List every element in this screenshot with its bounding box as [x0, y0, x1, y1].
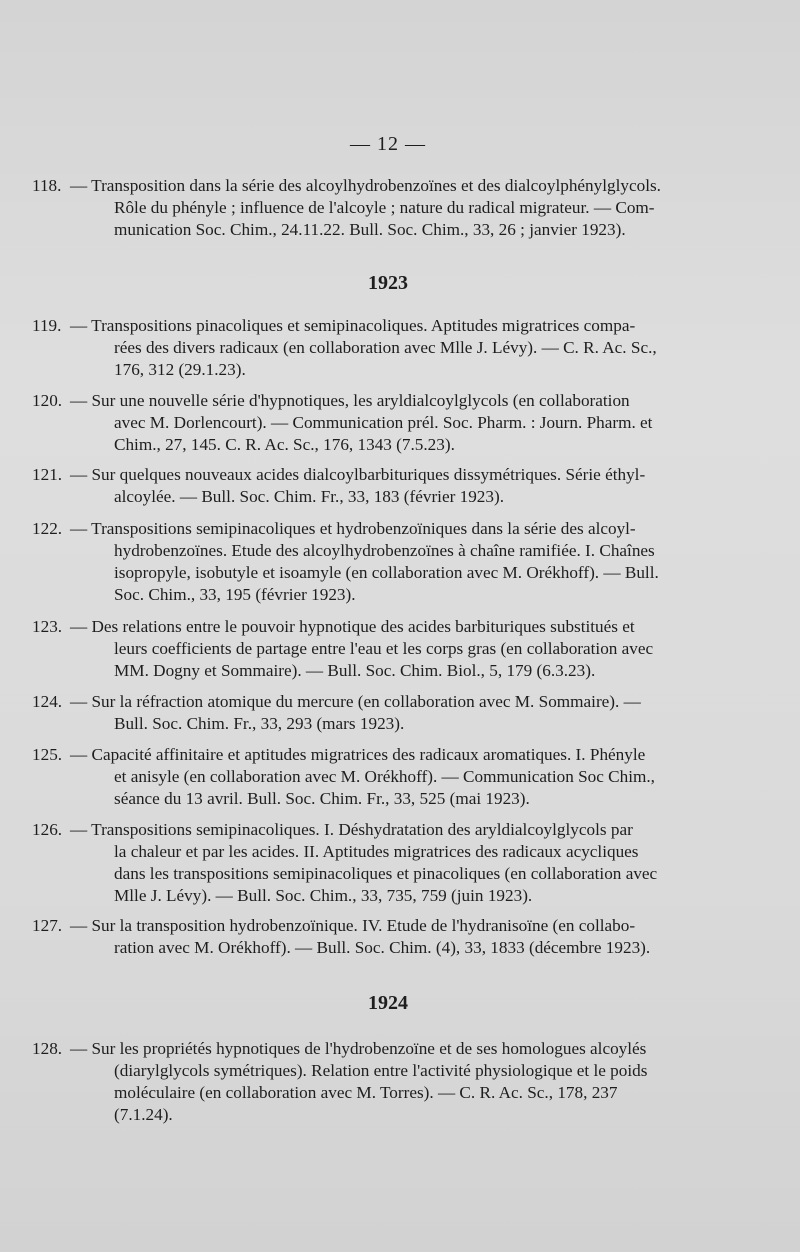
entry-line: la chaleur et par les acides. II. Aptitudes migratrices des radicaux acycliques: [114, 842, 639, 861]
entry-line: (7.1.24).: [114, 1105, 173, 1124]
entry-number: 118.: [32, 176, 62, 195]
entry-number: 120.: [32, 391, 63, 410]
bibliography-entry-119: [32, 315, 722, 381]
entry-number: 122.: [32, 519, 63, 538]
entry-number: 128.: [32, 1039, 63, 1058]
entry-line: (diarylglycols symétriques). Relation entre l'activité physiologique et le poids: [114, 1061, 648, 1080]
entry-line: — Transposition dans la série des alcoylhydrobenzoïnes et des dialcoylphénylglycols.: [70, 176, 661, 195]
entry-line: — Sur la transposition hydrobenzoïnique. IV. Etude de l'hydranisoïne (en collabo-: [70, 916, 636, 935]
entry-number: 121.: [32, 465, 63, 484]
year-heading-1923: 1923: [368, 272, 408, 294]
entry-line: Rôle du phényle ; influence de l'alcoyle ; nature du radical migrateur. — Com-: [114, 198, 655, 217]
entry-line: — Des relations entre le pouvoir hypnotique des acides barbituriques substitués et: [70, 617, 635, 636]
entry-line: — Transpositions pinacoliques et semipinacoliques. Aptitudes migratrices compa-: [70, 316, 636, 335]
year-heading-1924: 1924: [368, 992, 408, 1014]
bibliography-entry-123: [32, 616, 722, 682]
entry-line: — Capacité affinitaire et aptitudes migratrices des radicaux aromatiques. I. Phényle: [70, 745, 646, 764]
bibliography-entry-128: [32, 1038, 722, 1126]
entry-line: séance du 13 avril. Bull. Soc. Chim. Fr., 33, 525 (mai 1923).: [114, 789, 530, 808]
entry-line: MM. Dogny et Sommaire). — Bull. Soc. Chim. Biol., 5, 179 (6.3.23).: [114, 661, 596, 680]
entry-line: Soc. Chim., 33, 195 (février 1923).: [114, 585, 356, 604]
entry-line: leurs coefficients de partage entre l'eau et les corps gras (en collaboration avec: [114, 639, 654, 658]
bibliography-entry-121: [32, 464, 722, 508]
entry-line: ration avec M. Orékhoff). — Bull. Soc. Chim. (4), 33, 1833 (décembre 1923).: [114, 938, 651, 957]
entry-line: hydrobenzoïnes. Etude des alcoylhydrobenzoïnes à chaîne ramifiée. I. Chaînes: [114, 541, 655, 560]
bibliography-entry-120: [32, 390, 722, 456]
page-number: — 12 —: [350, 133, 426, 155]
entry-line: — Transpositions semipinacoliques. I. Déshydratation des aryldialcoylglycols par: [70, 820, 633, 839]
entry-line: 176, 312 (29.1.23).: [114, 360, 246, 379]
entry-line: alcoylée. — Bull. Soc. Chim. Fr., 33, 183 (février 1923).: [114, 487, 504, 506]
entry-line: Mlle J. Lévy). — Bull. Soc. Chim., 33, 735, 759 (juin 1923).: [114, 886, 533, 905]
entry-line: — Sur quelques nouveaux acides dialcoylbarbituriques dissymétriques. Série éthyl-: [70, 465, 646, 484]
bibliography-entry-122: [32, 518, 722, 606]
entry-number: 125.: [32, 745, 63, 764]
entry-line: Bull. Soc. Chim. Fr., 33, 293 (mars 1923).: [114, 714, 405, 733]
bibliography-entry-127: [32, 915, 722, 959]
entry-line: — Sur les propriétés hypnotiques de l'hydrobenzoïne et de ses homologues alcoylés: [70, 1039, 647, 1058]
entry-line: dans les transpositions semipinacoliques et pinacoliques (en collaboration avec: [114, 864, 658, 883]
entry-number: 119.: [32, 316, 62, 335]
entry-number: 126.: [32, 820, 63, 839]
bibliography-entry-118: [32, 175, 722, 241]
entry-line: Chim., 27, 145. C. R. Ac. Sc., 176, 1343 (7.5.23).: [114, 435, 455, 454]
entry-line: munication Soc. Chim., 24.11.22. Bull. Soc. Chim., 33, 26 ; janvier 1923).: [114, 220, 626, 239]
entry-line: rées des divers radicaux (en collaboration avec Mlle J. Lévy). — C. R. Ac. Sc.,: [114, 338, 657, 357]
entry-line: — Transpositions semipinacoliques et hydrobenzoïniques dans la série des alcoyl-: [70, 519, 636, 538]
entry-line: — Sur la réfraction atomique du mercure (en collaboration avec M. Sommaire). —: [70, 692, 641, 711]
entry-line: isopropyle, isobutyle et isoamyle (en collaboration avec M. Orékhoff). — Bull.: [114, 563, 659, 582]
entry-number: 127.: [32, 916, 63, 935]
entry-line: et anisyle (en collaboration avec M. Orékhoff). — Communication Soc Chim.,: [114, 767, 655, 786]
entry-number: 123.: [32, 617, 63, 636]
bibliography-entry-124: [32, 691, 722, 735]
entry-line: avec M. Dorlencourt). — Communication prél. Soc. Pharm. : Journ. Pharm. et: [114, 413, 653, 432]
entry-line: moléculaire (en collaboration avec M. Torres). — C. R. Ac. Sc., 178, 237: [114, 1083, 618, 1102]
entry-number: 124.: [32, 692, 63, 711]
bibliography-entry-126: [32, 819, 722, 907]
bibliography-entry-125: [32, 744, 722, 810]
entry-line: — Sur une nouvelle série d'hypnotiques, les aryldialcoylglycols (en collaboration: [70, 391, 630, 410]
